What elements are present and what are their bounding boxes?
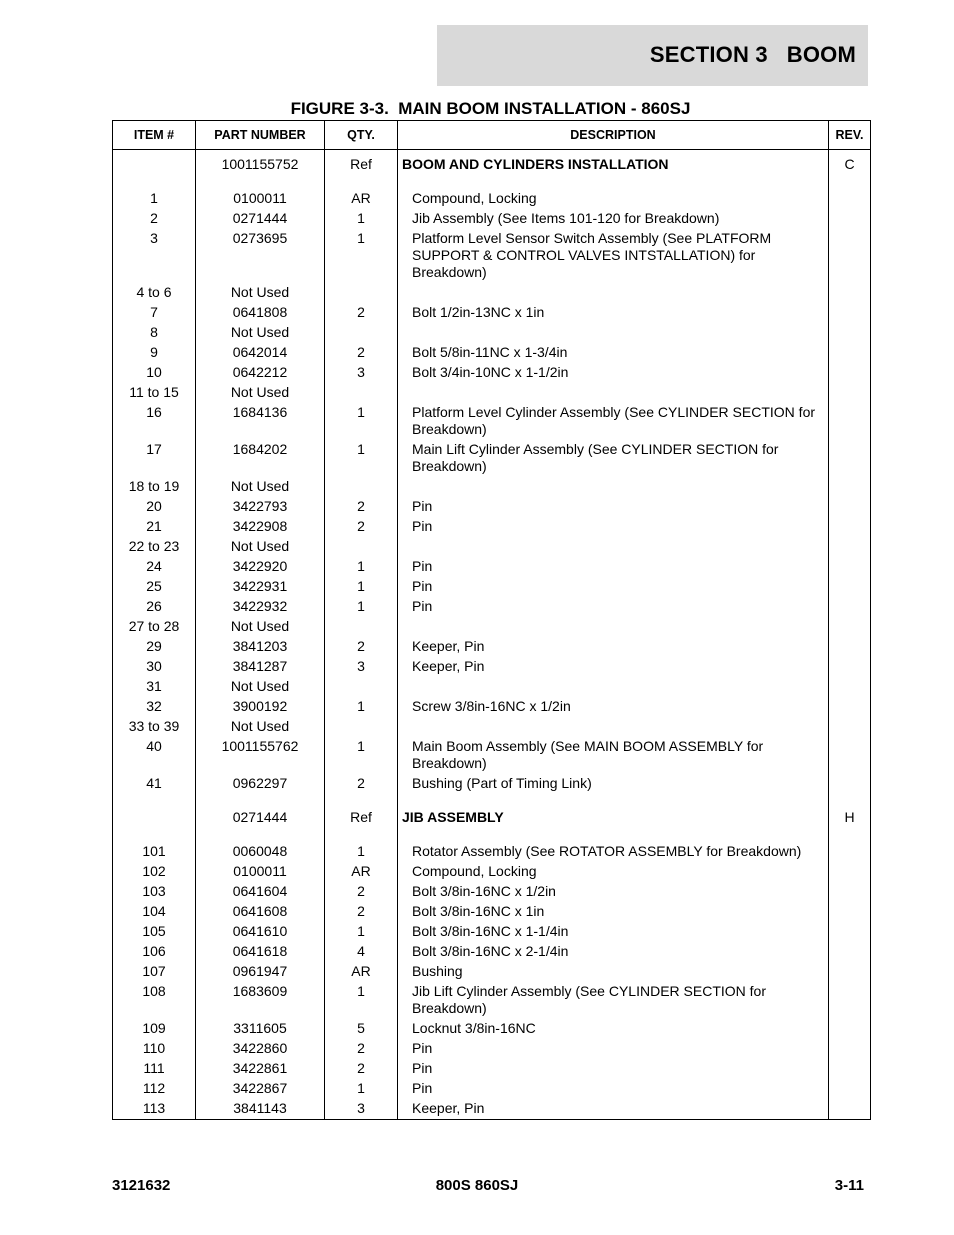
- part-number-cell: 1683609: [196, 982, 325, 1019]
- part-number-cell: 0271444: [196, 209, 325, 229]
- item-cell: 103: [113, 882, 196, 902]
- description-cell: BOOM AND CYLINDERS INSTALLATION: [398, 150, 829, 176]
- description-cell: Keeper, Pin: [398, 657, 829, 677]
- description-cell: Compound, Locking: [398, 862, 829, 882]
- rev-cell: [829, 363, 871, 383]
- part-number-cell: Not Used: [196, 717, 325, 737]
- spacer-cell: [829, 175, 871, 189]
- qty-cell: 2: [325, 343, 398, 363]
- qty-cell: 2: [325, 497, 398, 517]
- rev-cell: [829, 862, 871, 882]
- part-number-cell: 0273695: [196, 229, 325, 283]
- rev-cell: [829, 1059, 871, 1079]
- table-row: [113, 902, 871, 922]
- description-cell: Bolt 3/8in-16NC x 1-1/4in: [398, 922, 829, 942]
- part-number-cell: 1001155752: [196, 150, 325, 176]
- table-row: [113, 517, 871, 537]
- item-cell: 41: [113, 774, 196, 794]
- qty-cell: 1: [325, 557, 398, 577]
- table-row: [113, 774, 871, 794]
- rev-cell: [829, 677, 871, 697]
- part-number-cell: Not Used: [196, 617, 325, 637]
- item-cell: 7: [113, 303, 196, 323]
- rev-cell: [829, 902, 871, 922]
- item-cell: 26: [113, 597, 196, 617]
- item-cell: 30: [113, 657, 196, 677]
- table-row: [113, 1019, 871, 1039]
- description-cell: Pin: [398, 557, 829, 577]
- description-cell: [398, 477, 829, 497]
- item-cell: 32: [113, 697, 196, 717]
- rev-cell: [829, 842, 871, 862]
- section-title: SECTION 3 BOOM: [649, 42, 856, 67]
- item-cell: 25: [113, 577, 196, 597]
- qty-cell: 2: [325, 1039, 398, 1059]
- part-number-cell: 1001155762: [196, 737, 325, 774]
- parts-table-body: [113, 150, 871, 1120]
- qty-cell: 2: [325, 637, 398, 657]
- item-cell: 31: [113, 677, 196, 697]
- qty-cell: 1: [325, 577, 398, 597]
- qty-cell: 2: [325, 902, 398, 922]
- part-number-cell: 0962297: [196, 774, 325, 794]
- qty-cell: 1: [325, 737, 398, 774]
- part-number-cell: Not Used: [196, 677, 325, 697]
- item-cell: 16: [113, 403, 196, 440]
- item-cell: 8: [113, 323, 196, 343]
- rev-cell: [829, 283, 871, 303]
- spacer-cell: [325, 175, 398, 189]
- rev-cell: [829, 189, 871, 209]
- part-number-cell: 3422932: [196, 597, 325, 617]
- part-number-cell: 0961947: [196, 962, 325, 982]
- spacer-cell: [829, 828, 871, 842]
- description-cell: Keeper, Pin: [398, 637, 829, 657]
- table-row: [113, 497, 871, 517]
- item-cell: 112: [113, 1079, 196, 1099]
- qty-cell: [325, 717, 398, 737]
- part-number-cell: 3422931: [196, 577, 325, 597]
- part-number-cell: 3422861: [196, 1059, 325, 1079]
- rev-cell: [829, 737, 871, 774]
- rev-cell: [829, 617, 871, 637]
- item-cell: 33 to 39: [113, 717, 196, 737]
- description-cell: Jib Lift Cylinder Assembly (See CYLINDER SECTION for Breakdown): [398, 982, 829, 1019]
- spacer-cell: [398, 828, 829, 842]
- table-row: [113, 477, 871, 497]
- description-cell: Bolt 3/8in-16NC x 2-1/4in: [398, 942, 829, 962]
- qty-cell: 1: [325, 597, 398, 617]
- rev-cell: [829, 882, 871, 902]
- qty-cell: 3: [325, 657, 398, 677]
- table-row: [113, 403, 871, 440]
- qty-cell: 3: [325, 1099, 398, 1120]
- rev-cell: [829, 557, 871, 577]
- item-cell: 27 to 28: [113, 617, 196, 637]
- rev-cell: [829, 942, 871, 962]
- qty-cell: [325, 477, 398, 497]
- section-header: [437, 25, 868, 86]
- rev-cell: H: [829, 808, 871, 828]
- table-row: [113, 597, 871, 617]
- qty-cell: [325, 537, 398, 557]
- spacer-cell: [325, 794, 398, 808]
- description-cell: Bushing (Part of Timing Link): [398, 774, 829, 794]
- qty-cell: [325, 283, 398, 303]
- item-cell: 106: [113, 942, 196, 962]
- qty-cell: 1: [325, 1079, 398, 1099]
- item-cell: 29: [113, 637, 196, 657]
- part-number-cell: 3900192: [196, 697, 325, 717]
- part-number-cell: Not Used: [196, 383, 325, 403]
- spacer-cell: [113, 175, 196, 189]
- table-row: [113, 209, 871, 229]
- description-cell: [398, 283, 829, 303]
- table-row: [113, 440, 871, 477]
- item-cell: 109: [113, 1019, 196, 1039]
- item-cell: 22 to 23: [113, 537, 196, 557]
- qty-cell: 1: [325, 229, 398, 283]
- footer-page-number: 3-11: [834, 1177, 864, 1194]
- description-cell: [398, 383, 829, 403]
- table-row: [113, 657, 871, 677]
- item-cell: 107: [113, 962, 196, 982]
- qty-cell: AR: [325, 962, 398, 982]
- part-number-cell: 0641604: [196, 882, 325, 902]
- description-cell: Platform Level Sensor Switch Assembly (See PLATFORM SUPPORT & CONTROL VALVES INTSTALLATION) for Breakdown): [398, 229, 829, 283]
- part-number-cell: 0271444: [196, 808, 325, 828]
- qty-cell: 2: [325, 774, 398, 794]
- table-row: [113, 862, 871, 882]
- rev-cell: [829, 403, 871, 440]
- item-cell: 1: [113, 189, 196, 209]
- rev-cell: [829, 1079, 871, 1099]
- qty-cell: 1: [325, 403, 398, 440]
- item-cell: 2: [113, 209, 196, 229]
- table-row: [113, 1039, 871, 1059]
- qty-cell: Ref: [325, 150, 398, 176]
- rev-cell: [829, 440, 871, 477]
- item-cell: 101: [113, 842, 196, 862]
- table-row: [113, 323, 871, 343]
- item-cell: 20: [113, 497, 196, 517]
- rev-cell: [829, 657, 871, 677]
- description-cell: [398, 323, 829, 343]
- table-row: [113, 842, 871, 862]
- description-cell: Locknut 3/8in-16NC: [398, 1019, 829, 1039]
- rev-cell: [829, 383, 871, 403]
- qty-cell: 2: [325, 517, 398, 537]
- rev-cell: [829, 697, 871, 717]
- spacer-cell: [113, 828, 196, 842]
- qty-cell: 1: [325, 440, 398, 477]
- item-cell: 111: [113, 1059, 196, 1079]
- description-cell: Pin: [398, 1079, 829, 1099]
- item-cell: 18 to 19: [113, 477, 196, 497]
- qty-cell: 2: [325, 303, 398, 323]
- table-row: [113, 737, 871, 774]
- qty-cell: [325, 617, 398, 637]
- qty-cell: 1: [325, 982, 398, 1019]
- item-cell: 4 to 6: [113, 283, 196, 303]
- description-cell: [398, 717, 829, 737]
- part-number-cell: 0642014: [196, 343, 325, 363]
- spacer-cell: [829, 794, 871, 808]
- table-row: [113, 303, 871, 323]
- spacer-row: [113, 828, 871, 842]
- spacer-row: [113, 175, 871, 189]
- figure-title: FIGURE 3-3. MAIN BOOM INSTALLATION - 860SJ: [290, 99, 691, 118]
- table-row: [113, 343, 871, 363]
- item-cell: 9: [113, 343, 196, 363]
- part-number-cell: 3422920: [196, 557, 325, 577]
- description-cell: Pin: [398, 517, 829, 537]
- description-cell: Bolt 5/8in-11NC x 1-3/4in: [398, 343, 829, 363]
- qty-cell: 3: [325, 363, 398, 383]
- item-cell: 24: [113, 557, 196, 577]
- description-cell: Screw 3/8in-16NC x 1/2in: [398, 697, 829, 717]
- qty-cell: AR: [325, 862, 398, 882]
- qty-cell: Ref: [325, 808, 398, 828]
- header-item: ITEM #: [113, 121, 196, 150]
- description-cell: [398, 617, 829, 637]
- table-row: [113, 189, 871, 209]
- rev-cell: [829, 537, 871, 557]
- part-number-cell: 0100011: [196, 189, 325, 209]
- qty-cell: 1: [325, 209, 398, 229]
- part-number-cell: 3422908: [196, 517, 325, 537]
- item-cell: [113, 150, 196, 176]
- header-rev: REV.: [829, 121, 871, 150]
- item-cell: 108: [113, 982, 196, 1019]
- rev-cell: [829, 323, 871, 343]
- description-cell: Jib Assembly (See Items 101-120 for Breakdown): [398, 209, 829, 229]
- header-description: DESCRIPTION: [398, 121, 829, 150]
- part-number-cell: Not Used: [196, 537, 325, 557]
- spacer-cell: [196, 175, 325, 189]
- footer-doc-number: 3121632: [112, 1177, 171, 1194]
- spacer-cell: [398, 175, 829, 189]
- part-number-cell: 3422860: [196, 1039, 325, 1059]
- table-header-row: [113, 121, 871, 150]
- description-cell: Bolt 3/8in-16NC x 1in: [398, 902, 829, 922]
- table-row: [113, 537, 871, 557]
- qty-cell: AR: [325, 189, 398, 209]
- table-row: [113, 617, 871, 637]
- description-cell: Pin: [398, 577, 829, 597]
- group-header-row: [113, 150, 871, 176]
- part-number-cell: 0641608: [196, 902, 325, 922]
- part-number-cell: 3841287: [196, 657, 325, 677]
- item-cell: 11 to 15: [113, 383, 196, 403]
- description-cell: [398, 677, 829, 697]
- rev-cell: [829, 209, 871, 229]
- part-number-cell: 0060048: [196, 842, 325, 862]
- rev-cell: [829, 982, 871, 1019]
- part-number-cell: 3422867: [196, 1079, 325, 1099]
- description-cell: Main Boom Assembly (See MAIN BOOM ASSEMBLY for Breakdown): [398, 737, 829, 774]
- item-cell: 113: [113, 1099, 196, 1120]
- rev-cell: [829, 922, 871, 942]
- description-cell: [398, 537, 829, 557]
- item-cell: 102: [113, 862, 196, 882]
- description-cell: Bushing: [398, 962, 829, 982]
- table-row: [113, 363, 871, 383]
- description-cell: Pin: [398, 497, 829, 517]
- table-row: [113, 557, 871, 577]
- qty-cell: 1: [325, 922, 398, 942]
- spacer-cell: [113, 794, 196, 808]
- item-cell: 104: [113, 902, 196, 922]
- rev-cell: [829, 637, 871, 657]
- qty-cell: [325, 677, 398, 697]
- part-number-cell: 0641808: [196, 303, 325, 323]
- qty-cell: 4: [325, 942, 398, 962]
- rev-cell: [829, 1039, 871, 1059]
- rev-cell: [829, 517, 871, 537]
- description-cell: Bolt 1/2in-13NC x 1in: [398, 303, 829, 323]
- qty-cell: 2: [325, 882, 398, 902]
- part-number-cell: Not Used: [196, 283, 325, 303]
- table-row: [113, 882, 871, 902]
- qty-cell: 1: [325, 697, 398, 717]
- item-cell: 110: [113, 1039, 196, 1059]
- table-row: [113, 1079, 871, 1099]
- part-number-cell: 0100011: [196, 862, 325, 882]
- rev-cell: [829, 1099, 871, 1120]
- rev-cell: [829, 577, 871, 597]
- part-number-cell: 0642212: [196, 363, 325, 383]
- table-row: [113, 577, 871, 597]
- parts-table: [112, 120, 871, 1120]
- group-header-row: [113, 808, 871, 828]
- table-row: [113, 1099, 871, 1120]
- part-number-cell: 0641610: [196, 922, 325, 942]
- item-cell: 3: [113, 229, 196, 283]
- description-cell: Compound, Locking: [398, 189, 829, 209]
- rev-cell: [829, 303, 871, 323]
- table-row: [113, 697, 871, 717]
- item-cell: 10: [113, 363, 196, 383]
- description-cell: Pin: [398, 1059, 829, 1079]
- description-cell: Keeper, Pin: [398, 1099, 829, 1120]
- description-cell: JIB ASSEMBLY: [398, 808, 829, 828]
- item-cell: 105: [113, 922, 196, 942]
- table-row: [113, 942, 871, 962]
- part-number-cell: 3841143: [196, 1099, 325, 1120]
- qty-cell: [325, 323, 398, 343]
- rev-cell: [829, 962, 871, 982]
- table-row: [113, 962, 871, 982]
- part-number-cell: 1684136: [196, 403, 325, 440]
- table-row: [113, 637, 871, 657]
- rev-cell: [829, 774, 871, 794]
- part-number-cell: Not Used: [196, 323, 325, 343]
- part-number-cell: 3422793: [196, 497, 325, 517]
- item-cell: [113, 808, 196, 828]
- description-cell: Pin: [398, 1039, 829, 1059]
- rev-cell: [829, 343, 871, 363]
- spacer-cell: [196, 794, 325, 808]
- qty-cell: 1: [325, 842, 398, 862]
- rev-cell: [829, 597, 871, 617]
- table-row: [113, 717, 871, 737]
- part-number-cell: 3311605: [196, 1019, 325, 1039]
- rev-cell: [829, 1019, 871, 1039]
- qty-cell: 2: [325, 1059, 398, 1079]
- table-row: [113, 922, 871, 942]
- part-number-cell: Not Used: [196, 477, 325, 497]
- description-cell: Platform Level Cylinder Assembly (See CYLINDER SECTION for Breakdown): [398, 403, 829, 440]
- description-cell: Pin: [398, 597, 829, 617]
- description-cell: Rotator Assembly (See ROTATOR ASSEMBLY for Breakdown): [398, 842, 829, 862]
- part-number-cell: 3841203: [196, 637, 325, 657]
- table-row: [113, 982, 871, 1019]
- item-cell: 40: [113, 737, 196, 774]
- item-cell: 21: [113, 517, 196, 537]
- rev-cell: C: [829, 150, 871, 176]
- header-part-number: PART NUMBER: [196, 121, 325, 150]
- rev-cell: [829, 229, 871, 283]
- spacer-cell: [196, 828, 325, 842]
- part-number-cell: 0641618: [196, 942, 325, 962]
- qty-cell: [325, 383, 398, 403]
- item-cell: 17: [113, 440, 196, 477]
- description-cell: Bolt 3/4in-10NC x 1-1/2in: [398, 363, 829, 383]
- spacer-cell: [398, 794, 829, 808]
- rev-cell: [829, 497, 871, 517]
- table-row: [113, 1059, 871, 1079]
- table-row: [113, 283, 871, 303]
- spacer-row: [113, 794, 871, 808]
- description-cell: Main Lift Cylinder Assembly (See CYLINDER SECTION for Breakdown): [398, 440, 829, 477]
- table-row: [113, 229, 871, 283]
- part-number-cell: 1684202: [196, 440, 325, 477]
- table-row: [113, 383, 871, 403]
- rev-cell: [829, 477, 871, 497]
- rev-cell: [829, 717, 871, 737]
- header-qty: QTY.: [325, 121, 398, 150]
- qty-cell: 5: [325, 1019, 398, 1039]
- description-cell: Bolt 3/8in-16NC x 1/2in: [398, 882, 829, 902]
- table-row: [113, 677, 871, 697]
- spacer-cell: [325, 828, 398, 842]
- footer-model: 800S 860SJ: [435, 1177, 519, 1194]
